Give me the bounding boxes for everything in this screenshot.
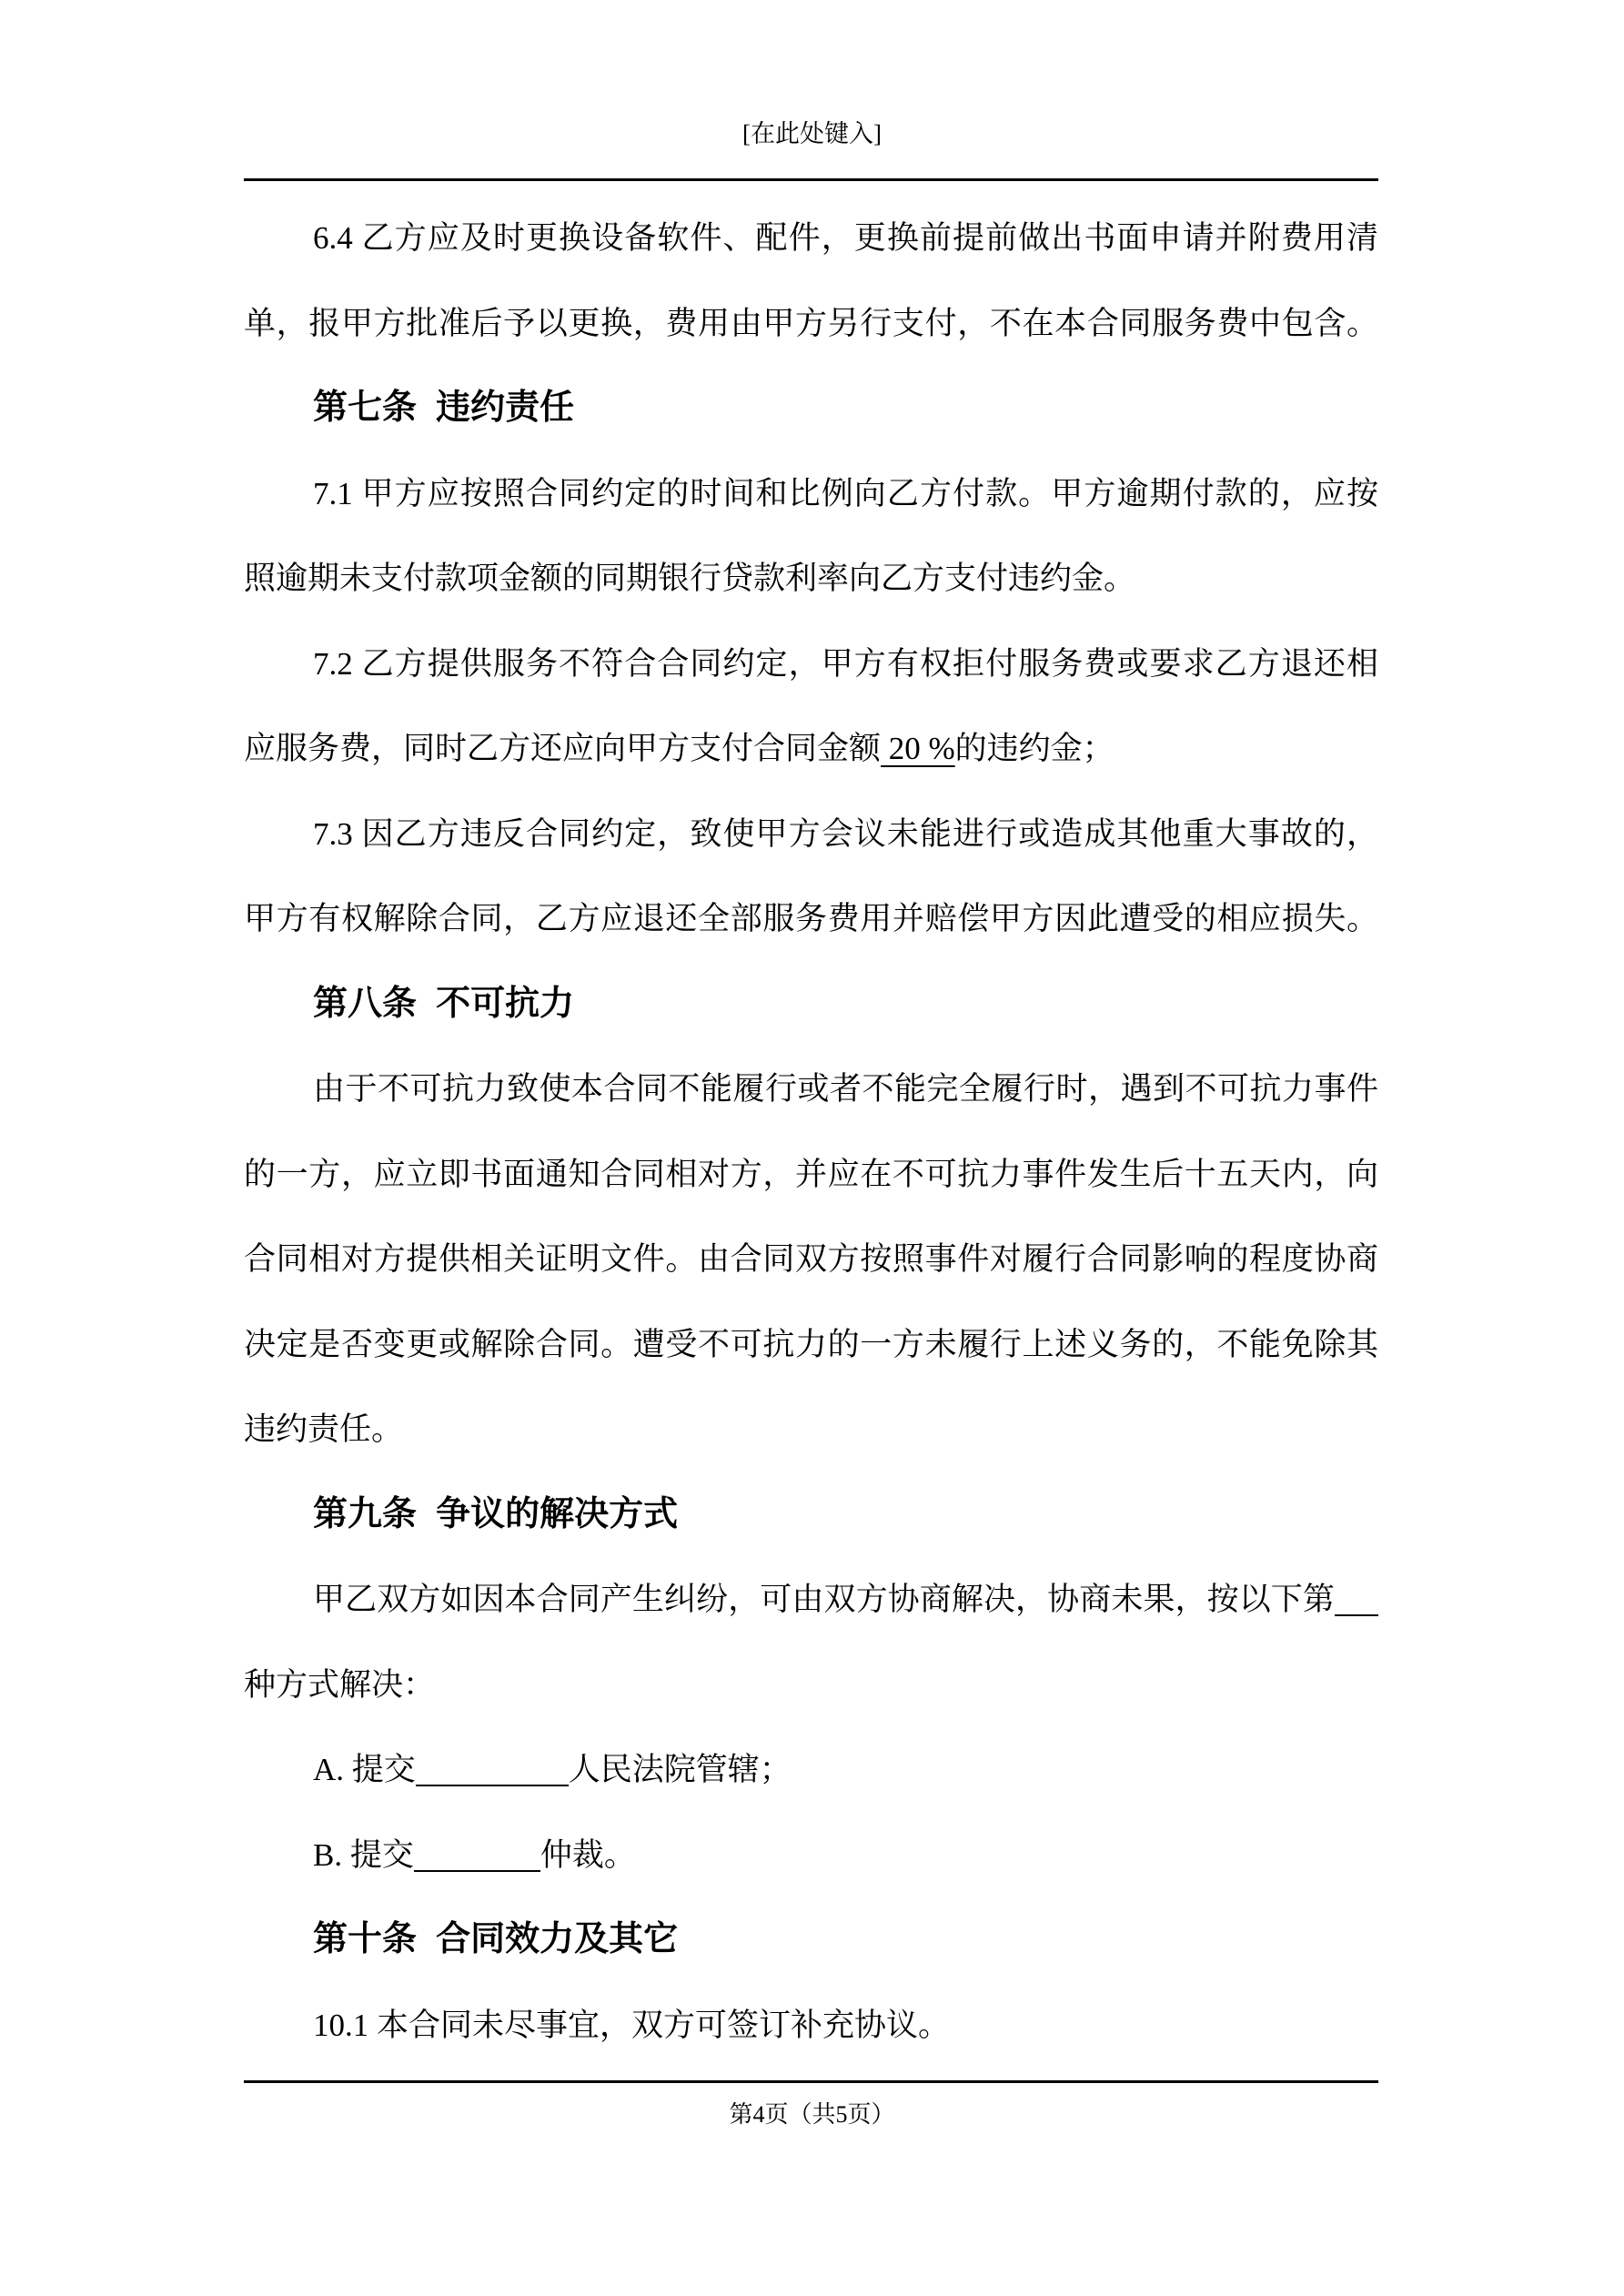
text-segment: 20 % bbox=[881, 731, 955, 766]
document-line bbox=[244, 196, 1378, 281]
document-line bbox=[244, 451, 1378, 537]
section-heading bbox=[244, 1472, 1378, 1558]
text-segment: B. 提交 bbox=[313, 1836, 414, 1873]
document-line bbox=[244, 792, 1378, 877]
text-segment: 应服务费，同时乙方还应向甲方支付合同金额 bbox=[244, 731, 882, 766]
document-line bbox=[244, 1557, 1378, 1643]
text-segment: 7.3 因乙方违反合同约定，致使甲方会议未能进行或造成其他重大事故的， bbox=[313, 815, 1378, 852]
text-segment: 10.1 本合同未尽事宜，双方可签订补充协议。 bbox=[313, 2007, 951, 2043]
document-line bbox=[244, 1302, 1378, 1388]
text-segment: 甲方有权解除合同，乙方应退还全部服务费用并赔偿甲方因此遭受的相应损失。 bbox=[244, 901, 1378, 936]
text-segment: 的违约金； bbox=[954, 731, 1115, 766]
document-line bbox=[244, 1727, 1378, 1813]
text-segment: 第七条 违约责任 bbox=[313, 389, 575, 427]
text-segment: 违约责任。 bbox=[244, 1411, 404, 1447]
blank-field[interactable] bbox=[1335, 1609, 1378, 1616]
document-line bbox=[244, 1813, 1378, 1898]
document-line bbox=[244, 1217, 1378, 1302]
document-line bbox=[244, 1387, 1378, 1472]
blank-field[interactable] bbox=[416, 1779, 569, 1786]
text-segment: 第十条 合同效力及其它 bbox=[313, 1920, 679, 1958]
header-placeholder: [在此处键入] bbox=[742, 120, 882, 147]
text-segment: 仲裁。 bbox=[540, 1836, 636, 1873]
text-segment: 第九条 争议的解决方式 bbox=[313, 1494, 679, 1533]
document-line bbox=[244, 706, 1378, 792]
text-segment: 照逾期未支付款项金额的同期银行贷款利率向乙方支付违约金。 bbox=[244, 561, 1136, 596]
document-line bbox=[244, 1983, 1378, 2068]
section-heading bbox=[244, 962, 1378, 1047]
document-line bbox=[244, 622, 1378, 707]
page-number: 第4页（共5页） bbox=[729, 2101, 895, 2128]
document-line bbox=[244, 1132, 1378, 1218]
text-segment: 7.1 甲方应按照合同约定的时间和比例向乙方付款。甲方逾期付款的，应按 bbox=[313, 475, 1378, 511]
text-segment: 合同相对方提供相关证明文件。由合同双方按照事件对履行合同影响的程度协商 bbox=[244, 1241, 1378, 1277]
text-segment: 由于不可抗力致使本合同不能履行或者不能完全履行时，遇到不可抗力事件 bbox=[313, 1071, 1378, 1107]
header-rule bbox=[244, 178, 1378, 181]
document-line bbox=[244, 876, 1378, 962]
text-segment: 7.2 乙方提供服务不符合合同约定，甲方有权拒付服务费或要求乙方退还相 bbox=[313, 645, 1378, 682]
text-segment: 种方式解决： bbox=[244, 1666, 436, 1703]
text-segment: 的一方，应立即书面通知合同相对方，并应在不可抗力事件发生后十五天内，向 bbox=[244, 1156, 1378, 1192]
text-segment: 人民法院管辖； bbox=[568, 1752, 792, 1787]
document-line bbox=[244, 281, 1378, 367]
text-segment: A. 提交 bbox=[313, 1752, 416, 1787]
document-line bbox=[244, 1047, 1378, 1132]
text-segment: 决定是否变更或解除合同。遭受不可抗力的一方未履行上述义务的，不能免除其 bbox=[244, 1326, 1378, 1362]
text-segment: 甲乙双方如因本合同产生纠纷，可由双方协商解决，协商未果，按以下第 bbox=[313, 1582, 1335, 1617]
text-segment: 第八条 不可抗力 bbox=[313, 984, 575, 1023]
text-segment: 6.4 乙方应及时更换设备软件、配件，更换前提前做出书面申请并附费用清 bbox=[313, 220, 1378, 256]
document-body bbox=[244, 196, 1378, 2068]
section-heading bbox=[244, 1897, 1378, 1983]
footer-rule bbox=[244, 2080, 1378, 2083]
section-heading bbox=[244, 366, 1378, 451]
blank-field[interactable] bbox=[414, 1865, 540, 1872]
document-line bbox=[244, 1643, 1378, 1728]
text-segment: 单，报甲方批准后予以更换，费用由甲方另行支付，不在本合同服务费中包含。 bbox=[244, 305, 1378, 341]
document-line bbox=[244, 536, 1378, 622]
